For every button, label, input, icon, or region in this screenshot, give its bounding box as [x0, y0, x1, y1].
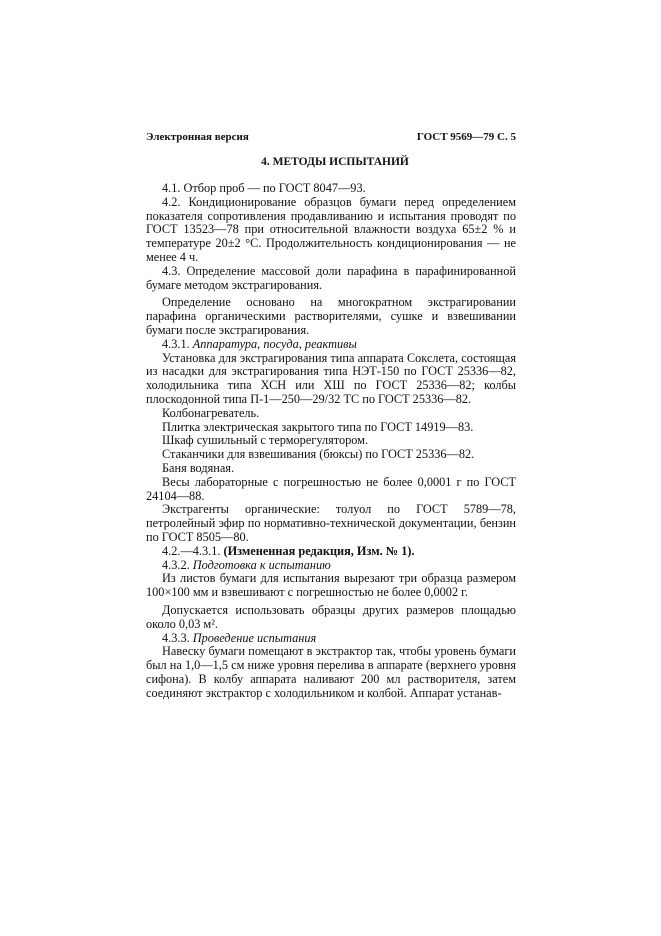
amendment-note: [146, 545, 516, 559]
paragraph: Весы лабораторные с погрешностью не более 0,0001 г по ГОСТ 24104—88.: [146, 474, 516, 503]
paragraph: Экстрагенты органические: толуол по ГОСТ 5789—78, петролейный эфир по нормативно-технической документации, бензин по ГОСТ 8505—80.: [146, 502, 516, 544]
amendment-range: 4.2.—4.3.1.: [162, 543, 221, 558]
paragraph: 4.1. Отбор проб — по ГОСТ 8047—93.: [162, 181, 366, 195]
paragraph: Стаканчики для взвешивания (бюксы) по ГОСТ 25336—82.: [162, 447, 475, 462]
subsection-heading: [146, 632, 516, 646]
subsection-number: 4.3.3.: [162, 630, 190, 645]
subsection-title: Аппаратура, посуда, реактивы: [192, 336, 357, 351]
subsection-title: Проведение испытания: [192, 630, 317, 645]
document-body: [146, 182, 516, 700]
paragraph: Колбонагреватель.: [162, 405, 260, 420]
subsection-title: Подготовка к испытанию: [192, 557, 331, 572]
paragraph: Установка для экстрагирования типа аппарата Сокслета, состоящая из насадки для экстрагирования типа НЭТ-150 по ГОСТ 25336—82, холодильника типа ХСН или ХШ по ГОСТ 25336—82; колбы плоскодонной типа П-1—250—29/32 ТС по ГОСТ 25336—82.: [146, 350, 516, 406]
subsection-heading: [146, 559, 516, 573]
standard-page-number: ГОСТ 9569—79 С. 5: [416, 131, 516, 143]
edition-label: Электронная версия: [146, 131, 249, 143]
subsection-number: 4.3.2.: [162, 557, 190, 572]
paragraph: 4.2. Кондиционирование образцов бумаги перед определением показателя сопротивления продавливанию и испытания проводят по ГОСТ 13523—78 при относительной влажности воздуха 65±2 % и температуре 20±2 °С. Продолжительность кондиционирования — не менее 4 ч.: [146, 194, 516, 264]
paragraph: Допускается использовать образцы других размеров площадью около 0,03 м².: [146, 602, 516, 631]
paragraph: Шкаф сушильный с терморегулятором.: [162, 433, 369, 448]
amendment-text: (Измененная редакция, Изм. № 1).: [223, 543, 415, 558]
paragraph: Навеску бумаги помещают в экстрактор так, чтобы уровень бумаги был на 1,0—1,5 см ниже уровня перелива в аппарате (верхнего уровня сифона). В колбу аппарата наливают 200 мл растворителя, затем соединяют экстрактор с холодильником и колбой. Аппарат устанав-: [146, 644, 516, 700]
paragraph: 4.3. Определение массовой доли парафина в парафинированной бумаге методом экстрагирования.: [146, 263, 516, 292]
subsection-heading: [146, 338, 516, 352]
section-title: 4. МЕТОДЫ ИСПЫТАНИЙ: [261, 156, 409, 168]
paragraph: Плитка электрическая закрытого типа по ГОСТ 14919—83.: [162, 419, 474, 434]
document-page: [146, 130, 516, 700]
subsection-number: 4.3.1.: [162, 336, 190, 351]
page-header: [146, 130, 516, 144]
paragraph: Баня водяная.: [162, 460, 235, 475]
paragraph: Из листов бумаги для испытания вырезают три образца размером 100×100 мм и взвешивают с погрешностью не более 0,0002 г.: [146, 571, 516, 600]
paragraph: Определение основано на многократном экстрагировании парафина органическими растворителями, сушке и взвешивании бумаги после экстрагирования.: [146, 295, 516, 337]
